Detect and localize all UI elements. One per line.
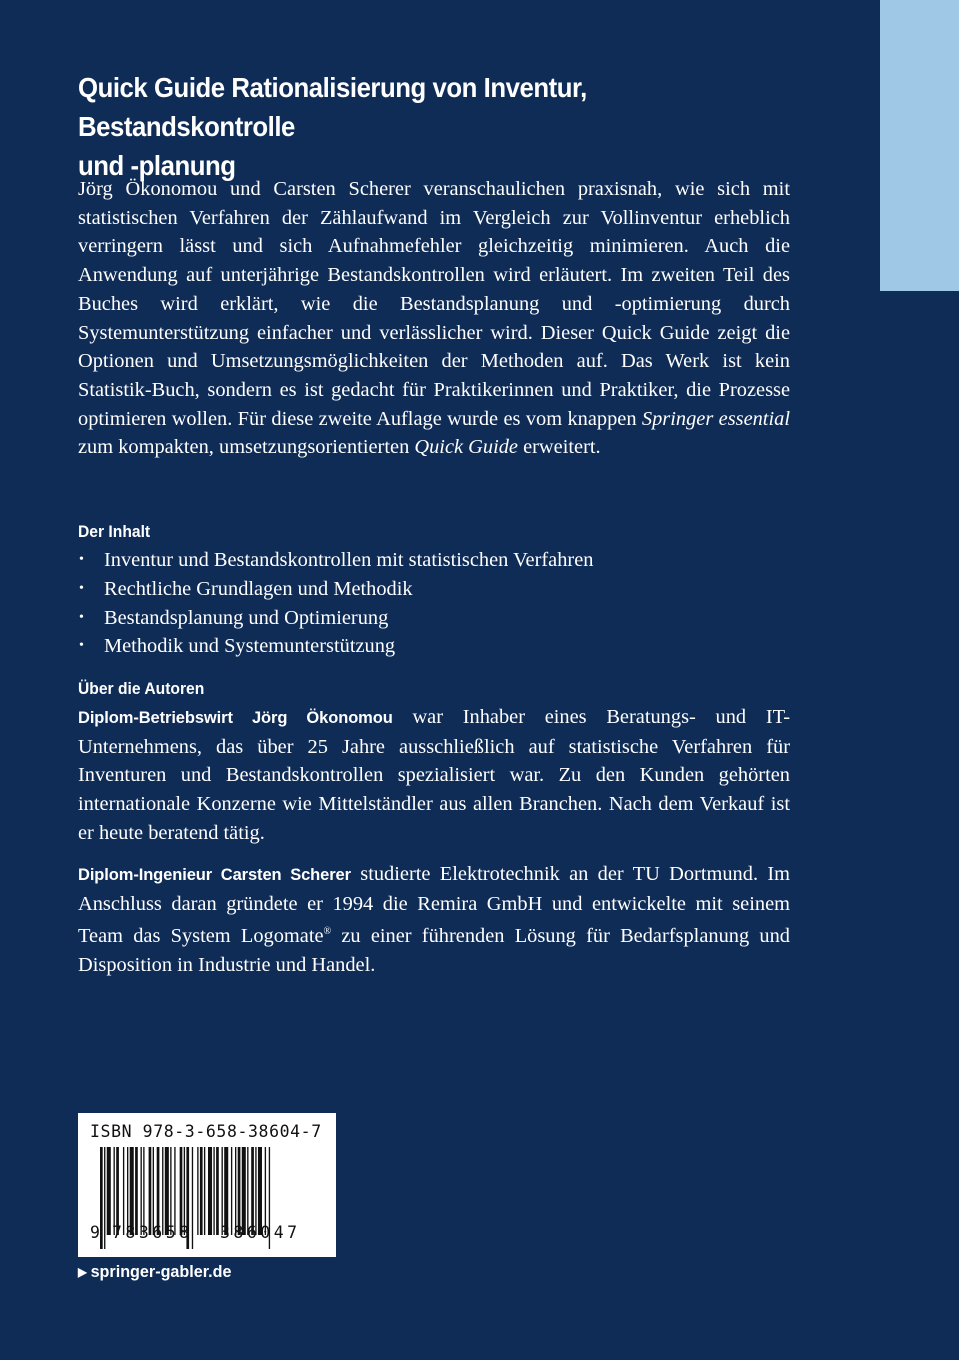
- description-text-2: zum kompakten, umsetzungsorientierten: [78, 436, 415, 459]
- publisher-link[interactable]: [78, 1262, 231, 1282]
- list-item: [78, 575, 790, 604]
- bullet-icon: •: [79, 638, 84, 654]
- barcode-digits-right: 386047: [220, 1223, 301, 1242]
- author-1-name: Diplom-Betriebswirt Jörg Ökonomou: [78, 709, 393, 727]
- book-description: [78, 175, 790, 462]
- description-text-1: Jörg Ökonomou und Carsten Scherer veranschaulichen praxisnah, wie sich mit statistischen Verfahren der Zählaufwand im Vergleich zur Vollinventur erheblich verringern lässt und sich Aufnahmefehler gleichzeitig minimieren. Auch die Anwendung auf unterjährige Bestandskontrollen wird erläutert. Im zweiten Teil des Buches wird erklärt, wie die Bestandsplanung und -optimierung durch Systemunterstützung einfacher und verlässlicher wird. Dieser Quick Guide zeigt die Optionen und Umsetzungsmöglichkeiten der Methoden auf. Das Werk ist kein Statistik-Buch, sondern es ist gedacht für Praktikerinnen und Praktiker, die Prozesse optimieren wollen. Für diese zweite Auflage wurde es vom knappen: [78, 178, 790, 430]
- description-italic-springer-essential: Springer essential: [641, 407, 791, 430]
- contents-heading: Der Inhalt: [78, 522, 151, 541]
- list-item-text: Inventur und Bestandskontrollen mit statistischen Verfahren: [104, 549, 594, 571]
- author-2-bio-2: zu einer führenden Lösung für Bedarfsplanung und Disposition in Industrie und Handel.: [78, 925, 790, 976]
- barcode-digits: [78, 1211, 336, 1242]
- contents-list: [78, 546, 790, 661]
- isbn-label: ISBN 978-3-658-38604-7: [90, 1122, 322, 1141]
- list-item-text: Rechtliche Grundlagen und Methodik: [104, 577, 413, 600]
- accent-color-bar: [880, 0, 959, 291]
- barcode-digits-left: 783658: [112, 1223, 193, 1242]
- authors-heading: Über die Autoren: [78, 679, 205, 698]
- isbn-barcode-box: [78, 1113, 336, 1257]
- book-title: Quick Guide Rationalisierung von Inventur, Bestandskontrolle und -planung: [78, 72, 587, 181]
- list-item: [78, 604, 790, 633]
- bullet-icon: •: [79, 580, 84, 596]
- trademark-symbol: ®: [323, 926, 332, 938]
- author-2-name: Diplom-Ingenieur Carsten Scherer: [78, 866, 351, 884]
- list-item-text: Bestandsplanung und Optimierung: [104, 606, 389, 629]
- bullet-icon: •: [79, 609, 84, 625]
- author-1-bio: war Inhaber eines Beratungs- und IT-Unternehmens, das über 25 Jahre ausschließlich auf statistische Verfahren für Inventuren und Bestandskontrollen spezialisiert war. Zu den Kunden gehörten internationale Konzerne wie Mittelständler aus allen Branchen. Nach dem Verkauf ist er heute beratend tätig.: [78, 706, 790, 844]
- publisher-url: springer-gabler.de: [90, 1262, 232, 1281]
- list-item-text: Methodik und Systemunterstützung: [104, 635, 396, 658]
- list-item: [78, 632, 790, 661]
- barcode-digit-first: 9: [90, 1223, 100, 1242]
- author-2-paragraph: [78, 860, 790, 980]
- triangle-right-icon: ▶: [78, 1265, 87, 1279]
- list-item: [78, 546, 790, 575]
- description-italic-quick-guide: Quick Guide: [414, 436, 518, 459]
- author-1-paragraph: [78, 703, 790, 848]
- bullet-icon: •: [79, 552, 84, 567]
- author-2-bio-1: studierte Elektrotechnik an der TU Dortmund. Im Anschluss daran gründete er 1994 die Remira GmbH und entwickelte mit seinem Team das System Logomate: [78, 863, 790, 948]
- description-text-3: erweitert.: [517, 436, 601, 459]
